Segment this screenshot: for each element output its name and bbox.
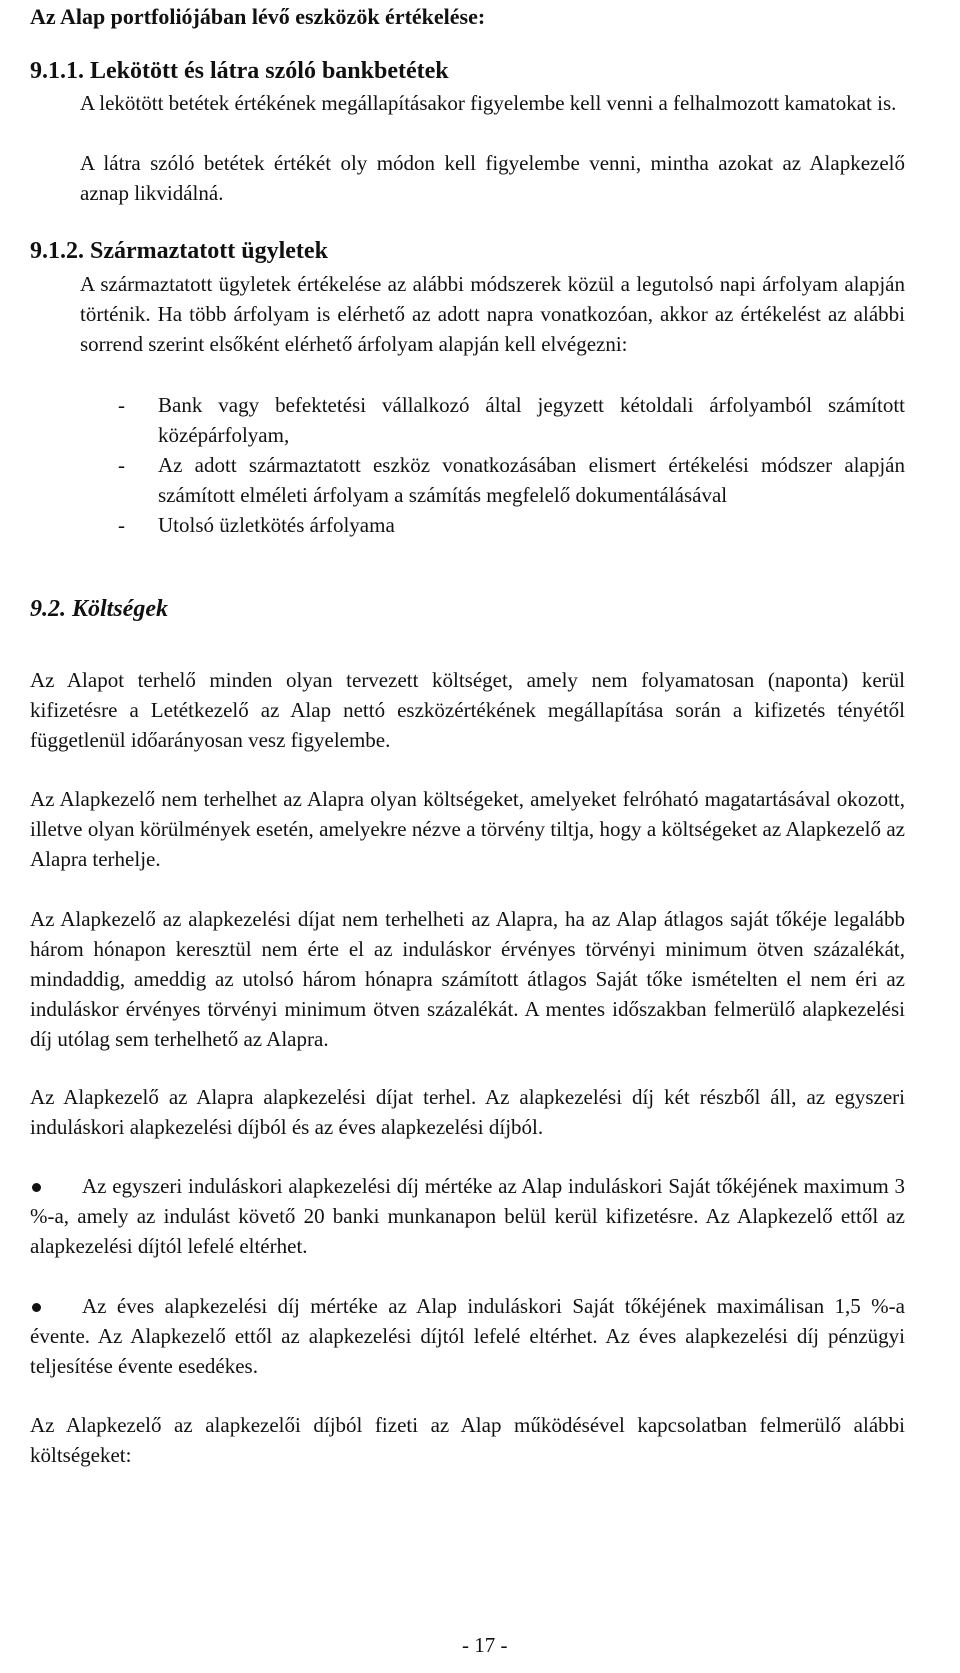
dash-marker: - [118, 513, 125, 537]
valuation-order-list [118, 390, 905, 540]
paragraph-s92-p2: Az Alapkezelő nem terhelhet az Alapra olyan költségeket, amelyeket felróható magatartásával okozott, illetve olyan körülmények esetén, amelyekre nézve a törvény tiltja, hogy a költségeket az Alapkezelő az Alapra terhelje. [30, 787, 905, 871]
list-item-text: Bank vagy befektetési vállalkozó által jegyzett kétoldali árfolyamból számított középárfolyam, [158, 393, 905, 447]
dash-marker: - [118, 393, 125, 417]
bullet-icon [32, 1183, 41, 1192]
bullet-item-annual-fee [30, 1291, 905, 1381]
list-item [118, 450, 905, 510]
document-heading: Az Alap portfoliójában lévő eszközök értékelése: [30, 4, 486, 29]
paragraph-s912-p1: A származtatott ügyletek értékelése az alábbi módszerek közül a legutolsó napi árfolyam alapján történik. Ha több árfolyam is elérhető az adott napra vonatkozóan, akkor az értékelést az alábbi sorrend szerint elsőként elérhető árfolyam alapján kell elvégezni: [80, 272, 905, 356]
list-item-text: Utolsó üzletkötés árfolyama [158, 513, 395, 537]
bullet-item-initial-fee [30, 1171, 905, 1261]
paragraph-s911-p2: A látra szóló betétek értékét oly módon kell figyelembe venni, mintha azokat az Alapkezelő aznap likvidálná. [80, 151, 905, 205]
page-number: - 17 - [462, 1633, 508, 1657]
paragraph-s92-p4: Az Alapkezelő az Alapra alapkezelési díjat terhel. Az alapkezelési díj két részből áll, az egyszeri induláskori alapkezelési díjból és az éves alapkezelési díjból. [30, 1085, 905, 1139]
paragraph-s92-p5: Az Alapkezelő az alapkezelői díjból fizeti az Alap működésével kapcsolatban felmerülő alábbi költségeket: [30, 1413, 905, 1467]
paragraph-s92-p3: Az Alapkezelő az alapkezelési díjat nem terhelheti az Alapra, ha az Alap átlagos saját tőkéje legalább három hónapon keresztül nem érte el az induláskor érvényes törvényi minimum ötven százalékát, mindaddig, ameddig az utolsó három hónapra számított átlagos Saját tőke ismételten el nem éri az induláskor érvényes törvényi minimum ötven százalékát. A mentes időszakban felmerülő alapkezelési díj utólag sem terhelhető az Alapra. [30, 907, 905, 1051]
section-title-9-2: 9.2. Költségek [30, 596, 168, 622]
section-title-9-1-1: 9.1.1. Lekötött és látra szóló bankbetétek [30, 58, 449, 84]
paragraph-s92-p1: Az Alapot terhelő minden olyan tervezett költséget, amely nem folyamatosan (naponta) kerül kifizetésre a Letétkezelő az Alap nettó eszközértékének megállapítása során a kifizetés tényétől függetlenül időarányosan vesz figyelembe. [30, 668, 905, 752]
bullet-text: Az éves alapkezelési díj mértéke az Alap induláskori Saját tőkéjének maximálisan 1,5 %-a évente. Az Alapkezelő ettől az alapkezelési díjtól lefelé eltérhet. Az éves alapkezelési díj pénzügyi teljesítése évente esedékes. [30, 1294, 905, 1378]
list-item-text: Az adott származtatott eszköz vonatkozásában elismert értékelési módszer alapján számított elméleti árfolyam a számítás megfelelő dokumentálásával [158, 453, 905, 507]
list-item [118, 510, 905, 540]
bullet-icon [32, 1303, 41, 1312]
bullet-text: Az egyszeri induláskori alapkezelési díj mértéke az Alap induláskori Saját tőkéjének maximum 3 %-a, amely az indulást követő 20 banki munkanapon belül kerül kifizetésre. Az Alapkezelő ettől az alapkezelési díjtól lefelé eltérhet. [30, 1174, 905, 1258]
dash-marker: - [118, 453, 125, 477]
section-title-9-1-2: 9.1.2. Származtatott ügyletek [30, 238, 328, 264]
list-item [118, 390, 905, 450]
paragraph-s911-p1: A lekötött betétek értékének megállapításakor figyelembe kell venni a felhalmozott kamatokat is. [80, 91, 897, 115]
